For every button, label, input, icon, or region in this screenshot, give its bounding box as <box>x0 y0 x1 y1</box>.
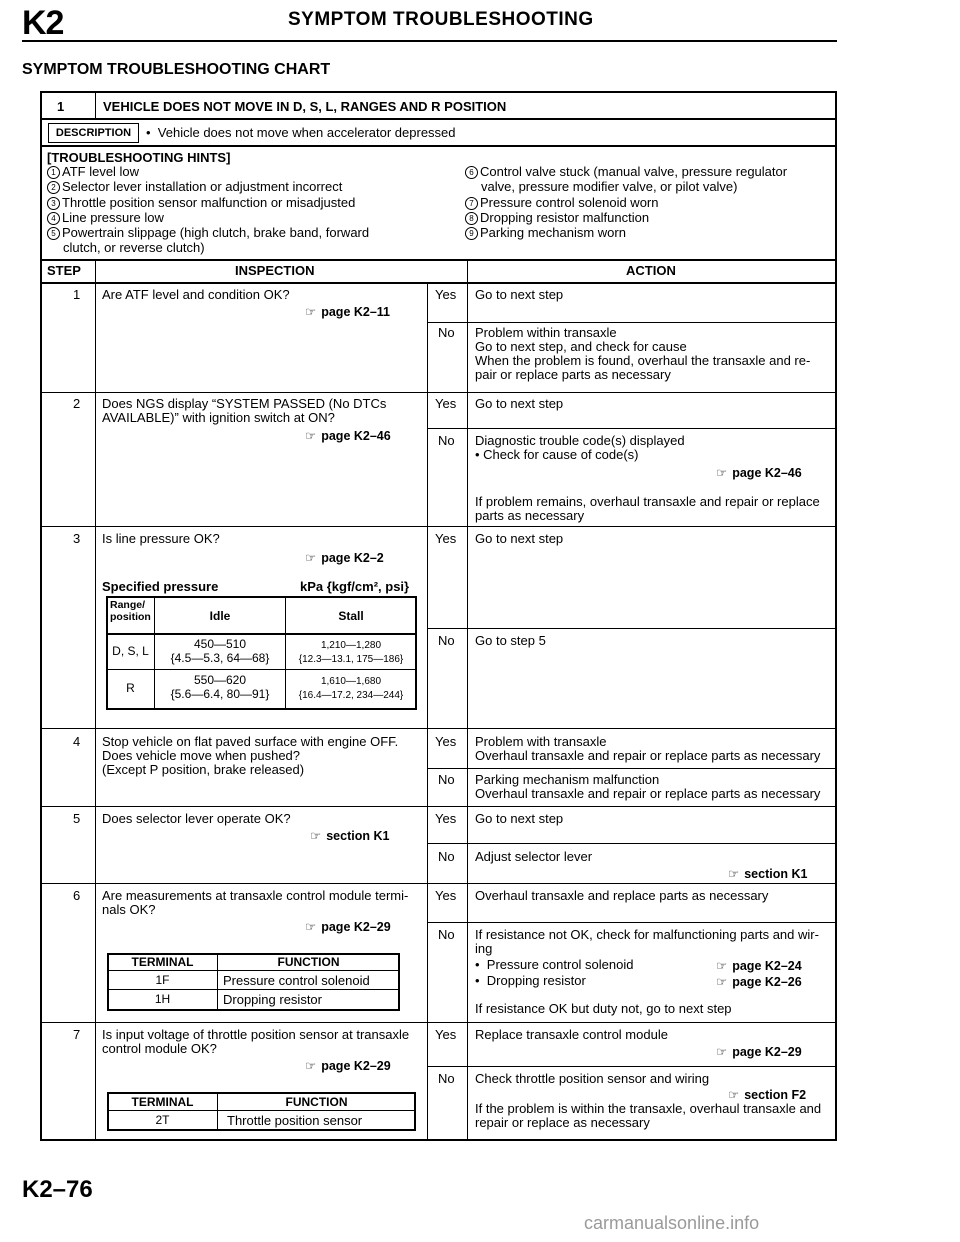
step-7-yes-ref: ☞ page K2–29 <box>716 1045 802 1059</box>
pointing-hand-icon: ☞ <box>728 867 740 881</box>
step-1-yes-action: Go to next step <box>475 287 564 302</box>
pressure-row-2-stall1: 1,610—1,680 <box>320 676 382 687</box>
circled-number-icon: 3 <box>47 197 60 210</box>
step7-row1-terminal: 2T <box>155 1113 170 1127</box>
spec-label: Specified pressure <box>102 579 219 594</box>
step-3-no-action: Go to step 5 <box>475 633 546 648</box>
pressure-row-1-stall1: 1,210—1,280 <box>320 640 382 651</box>
step7-function-header: FUNCTION <box>285 1095 348 1109</box>
step-7-no-label: No <box>438 1071 455 1086</box>
step-6-no-line2: ing <box>475 941 493 956</box>
step-3-inspection: Is line pressure OK? <box>102 531 220 546</box>
pointing-hand-icon: ☞ <box>728 1088 740 1102</box>
pressure-header-idle: Idle <box>209 609 231 623</box>
item-title: VEHICLE DOES NOT MOVE IN D, S, L, RANGES AND R POSITION <box>103 99 507 114</box>
pressure-header-stall: Stall <box>338 609 364 623</box>
step-2-no-line1: Diagnostic trouble code(s) displayed <box>475 433 685 448</box>
pressure-row-1-range: D, S, L <box>112 644 149 658</box>
step-2-yes-label: Yes <box>435 396 457 411</box>
pointing-hand-icon: ☞ <box>305 305 317 319</box>
step-5-yes-label: Yes <box>435 811 457 826</box>
hint-left-2: 2 Selector lever installation or adjustment incorrect <box>47 180 342 194</box>
step6-row2-function: Dropping resistor <box>223 992 322 1007</box>
step-5-inspection: Does selector lever operate OK? <box>102 811 291 826</box>
item-number: 1 <box>57 99 65 114</box>
step6-function-header: FUNCTION <box>277 955 340 969</box>
pressure-row-2-idle1: 550—620 <box>193 673 247 687</box>
step-7-ref: ☞ page K2–29 <box>305 1059 391 1073</box>
pressure-row-1-idle2: {4.5—5.3, 64—68} <box>170 651 270 665</box>
step-6-no-line1: If resistance not OK, check for malfunctioning parts and wir- <box>475 927 819 942</box>
hint-left-3: 3 Throttle position sensor malfunction or misadjusted <box>47 196 355 210</box>
step-5-no-ref: ☞ section K1 <box>728 867 808 881</box>
step-5-no-label: No <box>438 849 455 864</box>
step-3-number: 3 <box>73 531 81 546</box>
pressure-row-2-idle2: {5.6—6.4, 80—91} <box>170 687 270 701</box>
hint-right-5: 9 Parking mechanism worn <box>465 226 626 240</box>
step-4-number: 4 <box>73 734 81 749</box>
step7-row1-function: Throttle position sensor <box>227 1113 363 1128</box>
step-4-inspection-line1: Stop vehicle on flat paved surface with engine OFF. <box>102 734 399 749</box>
step-3-yes-label: Yes <box>435 531 457 546</box>
pointing-hand-icon: ☞ <box>305 1059 317 1073</box>
step-4-yes-label: Yes <box>435 734 457 749</box>
hint-right-3: 7 Pressure control solenoid worn <box>465 196 658 210</box>
step-2-inspection-line1: Does NGS display “SYSTEM PASSED (No DTCs <box>102 396 387 411</box>
step-5-number: 5 <box>73 811 81 826</box>
circled-number-icon: 8 <box>465 212 478 225</box>
step-2-no2-line2: parts as necessary <box>475 508 585 523</box>
step-4-yes-line1: Problem with transaxle <box>475 734 607 749</box>
step-4-yes-line2: Overhaul transaxle and repair or replace parts as necessary <box>475 748 821 763</box>
step-3-ref: ☞ page K2–2 <box>305 551 384 565</box>
circled-number-icon: 2 <box>47 181 60 194</box>
step-6-no-item1: • Pressure control solenoid <box>475 957 634 972</box>
pointing-hand-icon: ☞ <box>716 466 728 480</box>
step-2-no-line2: • Check for cause of code(s) <box>475 447 639 462</box>
step-1-ref: ☞ page K2–11 <box>305 305 391 319</box>
hint-left-1: 1 ATF level low <box>47 165 139 179</box>
step-6-inspection-line1: Are measurements at transaxle control module termi- <box>102 888 409 903</box>
step-1-number: 1 <box>73 287 81 302</box>
step-6-no-item1-ref: ☞ page K2–24 <box>716 959 802 973</box>
description-label: DESCRIPTION <box>48 123 139 143</box>
step-6-number: 6 <box>73 888 81 903</box>
step-2-ref: ☞ page K2–46 <box>305 429 391 443</box>
step-7-inspection-line2: control module OK? <box>102 1041 217 1056</box>
step-6-no-label: No <box>438 927 455 942</box>
step6-row1-function: Pressure control solenoid <box>223 973 370 988</box>
hint-5-cont: clutch, or reverse clutch) <box>63 240 205 255</box>
description-text: • Vehicle does not move when accelerator depressed <box>146 125 456 140</box>
step-6-ref: ☞ page K2–29 <box>305 920 391 934</box>
step-3-no-label: No <box>438 633 455 648</box>
step-7-number: 7 <box>73 1027 81 1042</box>
step-3-yes-action: Go to next step <box>475 531 564 546</box>
spec-unit: kPa {kgf/cm², psi} <box>300 579 410 594</box>
hint-left-5: 5 Powertrain slippage (high clutch, brake band, forward <box>47 226 369 240</box>
step-6-yes-action: Overhaul transaxle and replace parts as necessary <box>475 888 769 903</box>
step-4-inspection-line3: (Except P position, brake released) <box>102 762 305 777</box>
circled-number-icon: 4 <box>47 212 60 225</box>
step-7-no2-line2: repair or replace as necessary <box>475 1115 650 1130</box>
step-6-inspection-line2: nals OK? <box>102 902 156 917</box>
pressure-row-1-idle1: 450—510 <box>193 637 247 651</box>
hints-title: [TROUBLESHOOTING HINTS] <box>47 150 231 165</box>
hint-right-1: 6 Control valve stuck (manual valve, pressure regulator <box>465 165 787 179</box>
pointing-hand-icon: ☞ <box>305 920 317 934</box>
circled-number-icon: 1 <box>47 166 60 179</box>
step-7-inspection-line1: Is input voltage of throttle position sensor at transaxle <box>102 1027 410 1042</box>
step-5-yes-action: Go to next step <box>475 811 564 826</box>
step-6-yes-label: Yes <box>435 888 457 903</box>
pressure-row-1-stall2: {12.3—13.1, 175—186} <box>298 654 404 665</box>
hint-right-2: valve, pressure modifier valve, or pilot valve) <box>481 179 738 195</box>
page-title: SYMPTOM TROUBLESHOOTING <box>288 9 594 30</box>
circled-number-icon: 6 <box>465 166 478 179</box>
hint-left-4: 4 Line pressure low <box>47 211 164 225</box>
step-6-no-item2-ref: ☞ page K2–26 <box>716 975 802 989</box>
page-number: K2–76 <box>22 1176 93 1203</box>
step-2-inspection-line2: AVAILABLE)” with ignition switch at ON? <box>102 410 335 425</box>
pointing-hand-icon: ☞ <box>716 1045 728 1059</box>
circled-number-icon: 7 <box>465 197 478 210</box>
col-step: STEP <box>47 263 81 278</box>
step-5-no-action: Adjust selector lever <box>475 849 593 864</box>
step-2-yes-action: Go to next step <box>475 396 564 411</box>
pressure-row-2-stall2: {16.4—17.2, 234—244} <box>298 690 404 701</box>
step-7-yes-label: Yes <box>435 1027 457 1042</box>
pointing-hand-icon: ☞ <box>716 975 728 989</box>
circled-number-icon: 9 <box>465 227 478 240</box>
chart-title: SYMPTOM TROUBLESHOOTING CHART <box>22 61 331 78</box>
step7-terminal-header: TERMINAL <box>131 1095 194 1109</box>
step-4-no-line2: Overhaul transaxle and repair or replace parts as necessary <box>475 786 821 801</box>
hint-right-4: 8 Dropping resistor malfunction <box>465 211 649 225</box>
step6-row1-terminal: 1F <box>155 973 170 987</box>
pointing-hand-icon: ☞ <box>716 959 728 973</box>
pointing-hand-icon: ☞ <box>305 429 317 443</box>
step-4-no-label: No <box>438 772 455 787</box>
header-rule <box>22 40 837 42</box>
step-2-no2-line1: If problem remains, overhaul transaxle and repair or replace <box>475 494 820 509</box>
step-2-no-label: No <box>438 433 455 448</box>
step-2-number: 2 <box>73 396 81 411</box>
step-1-no-label: No <box>438 325 455 340</box>
step-7-no2-line1: If the problem is within the transaxle, overhaul transaxle and <box>475 1101 822 1116</box>
pressure-header-range: Range/ position <box>110 599 151 623</box>
pointing-hand-icon: ☞ <box>305 551 317 565</box>
step-4-inspection-line2: Does vehicle move when pushed? <box>102 748 301 763</box>
step-1-inspection: Are ATF level and condition OK? <box>102 287 290 302</box>
step-7-no-action: Check throttle position sensor and wiring <box>475 1071 710 1086</box>
pressure-row-2-range: R <box>126 681 135 695</box>
col-inspection: INSPECTION <box>235 263 315 278</box>
watermark: carmanualsonline.info <box>584 1213 760 1233</box>
pointing-hand-icon: ☞ <box>310 829 322 843</box>
step-5-ref: ☞ section K1 <box>310 829 390 843</box>
step6-terminal-header: TERMINAL <box>131 955 194 969</box>
step-1-yes-label: Yes <box>435 287 457 302</box>
step-6-no2: If resistance OK but duty not, go to next step <box>475 1001 732 1016</box>
circled-number-icon: 5 <box>47 227 60 240</box>
section-code: K2 <box>22 4 64 42</box>
step-7-no-ref: ☞ section F2 <box>728 1088 807 1102</box>
step-4-no-line1: Parking mechanism malfunction <box>475 772 660 787</box>
col-action: ACTION <box>626 263 676 278</box>
step6-row2-terminal: 1H <box>154 992 171 1006</box>
step-6-no-item2: • Dropping resistor <box>475 973 586 988</box>
step-2-no-ref: ☞ page K2–46 <box>716 466 802 480</box>
step-7-yes-action: Replace transaxle control module <box>475 1027 668 1042</box>
